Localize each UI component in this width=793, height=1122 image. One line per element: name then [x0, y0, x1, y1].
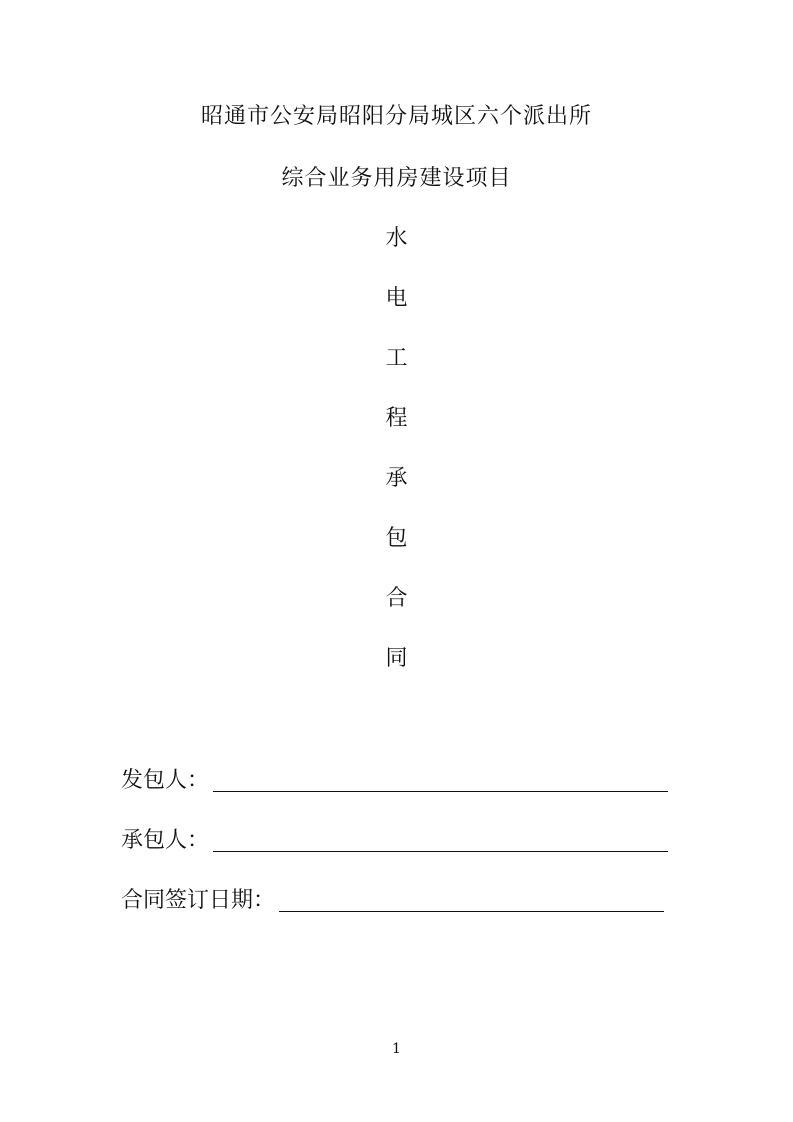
owner-label: 发包人：	[121, 768, 210, 793]
vertical-title-char: 同	[385, 646, 408, 671]
title-line-2: 综合业务用房建设项目	[281, 166, 512, 191]
vertical-title-char: 承	[385, 466, 408, 491]
vertical-title-char: 水	[385, 226, 408, 251]
vertical-title-char: 电	[385, 286, 408, 311]
vertical-title-char: 程	[385, 406, 408, 431]
contractor-field-row	[121, 824, 668, 856]
sign-date-field-row	[121, 884, 664, 916]
title-line-1: 昭通市公安局昭阳分局城区六个派出所	[200, 104, 592, 129]
page-number: 1	[392, 1041, 401, 1057]
owner-fill-line	[213, 767, 668, 792]
contractor-label: 承包人：	[121, 828, 210, 853]
sign-date-fill-line	[279, 887, 664, 912]
vertical-title-char: 合	[385, 586, 408, 611]
vertical-title-char: 工	[385, 346, 408, 371]
sign-date-label: 合同签订日期：	[121, 888, 276, 913]
owner-field-row	[121, 764, 668, 796]
contractor-fill-line	[213, 827, 668, 852]
vertical-title-char: 包	[385, 526, 408, 551]
